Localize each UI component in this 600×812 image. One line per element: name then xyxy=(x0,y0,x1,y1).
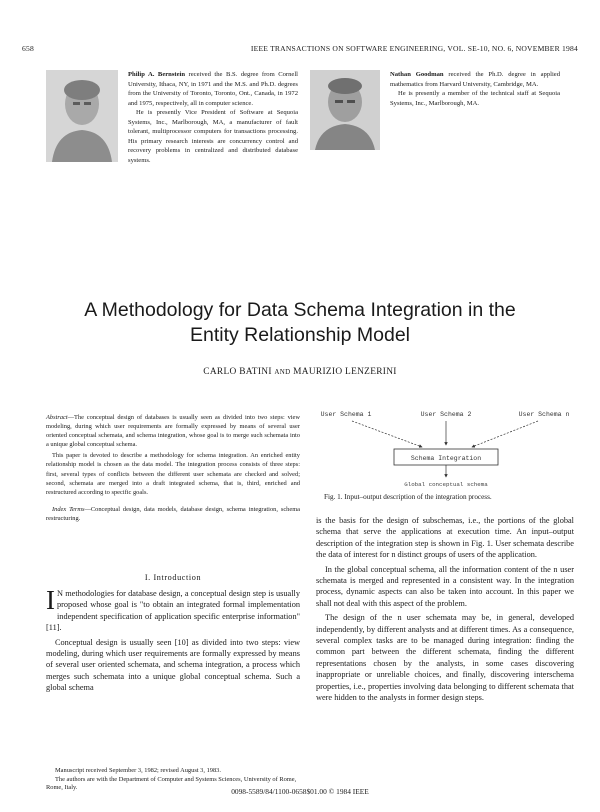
body-text: The design of the n user schemata may be, in general, developed independently, by different analysts and at different times. As a consequence, several complex tasks are to be managed during integration: finding the common part between the different schemata, finding the different representations chosen by the analysts, in some cases discovering inappropriate or unreliable choices, and finally, discovering interschema properties, i.e., properties involving data belonging to different schemata that were hidden to the analysts in former design steps. xyxy=(316,613,574,703)
bio-name: Philip A. Bernstein xyxy=(128,71,186,78)
abstract-label: Abstract xyxy=(46,414,68,421)
footnote-text: The authors are with the Department of Computer and Systems Sciences, University of Rome, Rome, Italy. xyxy=(46,775,297,792)
copyright-line: 0098-5589/84/1100-0658$01.00 © 1984 IEEE xyxy=(231,787,369,796)
user-schema-n-label: User Schema n xyxy=(518,411,570,418)
index-terms-text: —Conceptual design, data models, database design, schema integration, schema restructuring. xyxy=(46,505,300,522)
figure-caption: Fig. 1. Input–output description of the integration process. xyxy=(324,493,492,501)
author-line xyxy=(0,367,600,377)
author-photo-goodman xyxy=(310,70,380,150)
author-photo-bernstein xyxy=(46,70,118,162)
arrow-schema-1 xyxy=(352,421,422,447)
right-column xyxy=(316,515,574,707)
integration-box-label: Schema Integration xyxy=(410,455,482,462)
section-heading: I. Introduction xyxy=(144,573,202,582)
body-text: is the basis for the design of subschemas, i.e., the portions of the global schema that serve the applications at execution time. An input–output description of the integration step is shown in Fig. 1. User schemata describe the data of interest for n distinct groups of users of the application. xyxy=(316,516,574,560)
drop-cap: I xyxy=(46,585,55,615)
index-terms-label: Index Terms xyxy=(52,505,85,513)
paper-title-line: A Methodology for Data Schema Integration in the xyxy=(84,299,516,321)
figure-1 xyxy=(316,407,576,503)
body-text: In the global conceptual schema, all the information content of the n user schemata is merged and represented in a consistent way. In the integration process, dynamic aspects can also be taken into account. In this paper we shall not deal with this aspect of the problem. xyxy=(316,564,574,608)
author-name: MAURIZIO LENZERINI xyxy=(293,367,397,377)
arrow-schema-n xyxy=(472,421,538,447)
abstract-text: This paper is devoted to describe a methodology for schema integration. An enriched entity relationship model is chosen as the data model. The integration process consists of three steps: first, several types of conflicts between the different user schemata are checked and solved; second, schemata are merged into a draft integrated schema, that is, third, enriched and restructured according to specific goals. xyxy=(46,452,300,496)
paper-title xyxy=(0,298,600,348)
abstract xyxy=(46,413,300,525)
user-schema-1-label: User Schema 1 xyxy=(320,411,372,418)
paper-title-line: Entity Relationship Model xyxy=(189,324,411,346)
user-schema-2-label: User Schema 2 xyxy=(420,411,472,418)
footnote-text: Manuscript received September 3, 1982; revised August 3, 1983. xyxy=(55,767,221,774)
global-schema-label: Global conceptual schema xyxy=(404,481,488,488)
integration-diagram xyxy=(316,407,576,489)
abstract-text: —The conceptual design of databases is usually seen as divided into two steps: view modeling, during which user requirements are formally expressed by means of several user oriented conceptual schemata, and schema integration, whose goal is to merge such schemata into a unique global conceptual schema. xyxy=(46,414,300,449)
bio-goodman xyxy=(390,70,560,108)
bio-text: received the B.S. degree from Cornell University, Ithaca, NY, in 1971 and the M.S. and Ph.D. degrees from the University of Toronto, Toronto, Ont., Canada, in 1972 and 1975, respectively, all in computer science. xyxy=(128,71,298,107)
bio-bernstein xyxy=(128,70,298,165)
bio-text: He is presently a member of the technical staff at Sequoia Systems, Inc., Marlborough, MA. xyxy=(390,90,560,107)
bio-text: received the Ph.D. degree in applied mathematics from Harvard University, Cambridge, MA. xyxy=(390,71,560,88)
bio-name: Nathan Goodman xyxy=(390,71,444,78)
portrait-icon xyxy=(310,70,380,150)
author-name: CARLO BATINI xyxy=(203,367,272,377)
intro-column xyxy=(46,585,300,697)
journal-title: IEEE TRANSACTIONS ON SOFTWARE ENGINEERING, VOL. SE-10, NO. 6, NOVEMBER 1984 xyxy=(250,44,578,53)
bio-text: He is presently Vice President of Software at Sequoia Systems, Inc., Marlborough, MA, a manufacturer of fault tolerant, multiprocessor computers for transactions processing. His primary research interests are concurrency control and recovery problems in centralized and distributed database systems. xyxy=(128,109,298,164)
page-number: 658 xyxy=(22,44,34,53)
intro-text: Conceptual design is usually seen [10] as divided into two steps: view modeling, during which user requirements are formally expressed by means of several user oriented schemata, and schema integration, a process which merges such schemata into a unique global conceptual schema. Such a global schema xyxy=(46,637,300,693)
portrait-icon xyxy=(46,70,118,162)
intro-text: N methodologies for database design, a conceptual design step is usually proposed whose goal is "to obtain an integrated formal implementation independent specification of application specific enterprise information" [11]. xyxy=(46,589,300,633)
author-conjunction: AND xyxy=(274,368,291,376)
